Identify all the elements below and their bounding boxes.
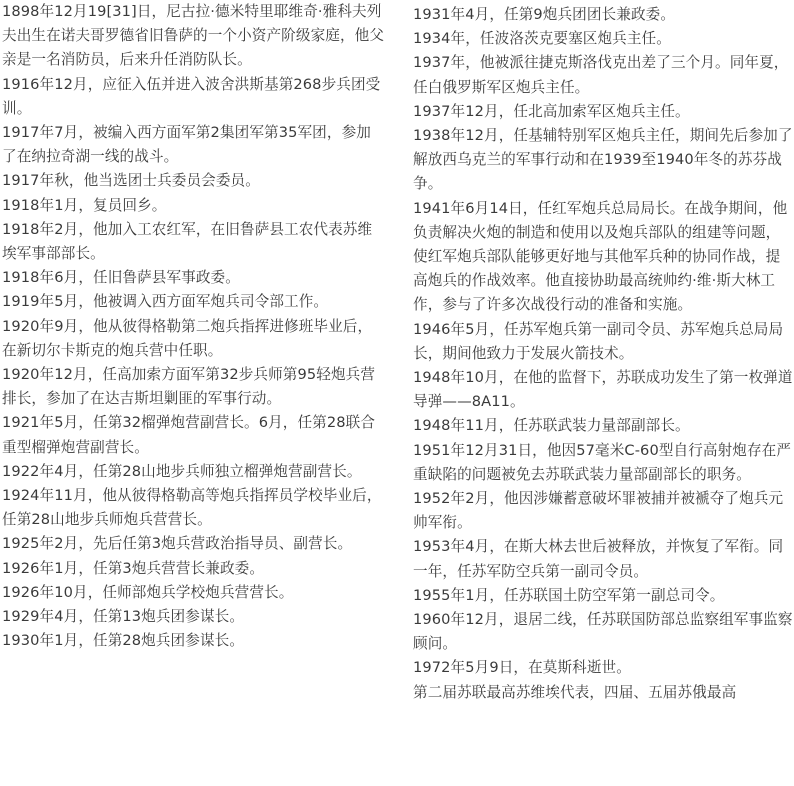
timeline-entry: 1930年1月，任第28炮兵团参谋长。 bbox=[2, 632, 245, 650]
timeline-entry: 1920年12月，任高加索方面军第32步兵师第95轻炮兵营排长，参加了在达吉斯坦剿匪的军事行动。 bbox=[2, 366, 376, 408]
left-column bbox=[2, 0, 385, 653]
timeline-entry: 1925年2月，先后任第3炮兵营政治指导员、副营长。 bbox=[2, 535, 353, 553]
timeline-entry: 1926年1月，任第3炮兵营营长兼政委。 bbox=[2, 559, 265, 577]
timeline-entry: 1898年12月19[31]日，尼古拉·德米特里耶维奇·雅科夫列夫出生在诺夫哥罗德省旧鲁萨的一个小资产阶级家庭，他父亲是一名消防员，后来升任消防队长。 bbox=[2, 3, 385, 69]
timeline-entry: 1919年5月，他被调入西方面军炮兵司令部工作。 bbox=[2, 293, 329, 311]
timeline-entry: 1951年12月31日，他因57毫米C-60型自行高射炮存在严重缺陷的问题被免去苏联武装力量部副部长的职务。 bbox=[413, 441, 792, 483]
timeline-entry: 1948年11月，任苏联武装力量部副部长。 bbox=[413, 417, 690, 435]
timeline-entry: 1960年12月，退居二线，任苏联国防部总监察组军事监察顾问。 bbox=[413, 611, 793, 653]
timeline-entry: 1922年4月，任第28山地步兵师独立榴弹炮营副营长。 bbox=[2, 462, 362, 480]
timeline-entry: 1948年10月，在他的监督下，苏联成功发生了第一枚弹道导弹——8A11。 bbox=[413, 369, 793, 411]
timeline-entry: 1921年5月，任第32榴弹炮营副营长。6月，任第28联合重型榴弹炮营副营长。 bbox=[2, 414, 376, 456]
timeline-entry: 1937年12月，任北高加索军区炮兵主任。 bbox=[413, 102, 690, 120]
timeline-entry: 1934年，任波洛茨克要塞区炮兵主任。 bbox=[413, 30, 671, 48]
timeline-entry: 1918年1月，复员回乡。 bbox=[2, 196, 167, 214]
timeline-entry: 1917年秋，他当选团士兵委员会委员。 bbox=[2, 172, 260, 190]
timeline-entry: 1924年11月，他从彼得格勒高等炮兵指挥员学校毕业后，任第28山地步兵师炮兵营营长。 bbox=[2, 487, 382, 529]
timeline-entry: 1931年4月，任第9炮兵团团长兼政委。 bbox=[413, 6, 676, 23]
timeline-entry: 1938年12月，任基辅特别军区炮兵主任，期间先后参加了解放西乌克兰的军事行动和在1939至1940年冬的苏芬战争。 bbox=[413, 127, 793, 193]
timeline-entry: 1953年4月，在斯大林去世后被释放，并恢复了军衔。同一年，任苏军防空兵第一副司令员。 bbox=[413, 538, 784, 580]
timeline-entry: 1920年9月，他从彼得格勒第二炮兵指挥进修班毕业后，在新切尔卡斯克的炮兵营中任职。 bbox=[2, 317, 373, 359]
timeline-entry: 1917年7月，被编入西方面军第2集团军第35军团，参加了在纳拉奇湖一线的战斗。 bbox=[2, 124, 371, 166]
right-column bbox=[413, 3, 793, 705]
timeline-entry: 1952年2月，他因涉嫌蓄意破坏罪被捕并被褫夺了炮兵元帅军衔。 bbox=[413, 490, 784, 532]
timeline-entry: 1918年2月，他加入工农红军，在旧鲁萨县工农代表苏维埃军事部部长。 bbox=[2, 220, 373, 263]
timeline-entry: 1955年1月，任苏联国土防空军第一副总司令。 bbox=[413, 586, 725, 604]
timeline-entry: 1929年4月，任第13炮兵团参谋长。 bbox=[2, 608, 245, 626]
timeline-entry: 1941年6月14日，任红军炮兵总局局长。在战争期间，他负责解决火炮的制造和使用以及炮兵部队的组建等问题，使红军炮兵部队能够更好地与其他军兵种的协同作战，提高炮兵的作战效率。他直接协助最高统帅约·维·斯大林工作，参与了许多次战役行动的准备和实施。 bbox=[413, 199, 788, 314]
timeline-entry: 1926年10月，任师部炮兵学校炮兵营营长。 bbox=[2, 583, 294, 601]
timeline-entry: 1918年6月，任旧鲁萨县军事政委。 bbox=[2, 269, 240, 287]
timeline-entry: 1916年12月，应征入伍并进入波舍洪斯基第268步兵团受训。 bbox=[2, 75, 381, 117]
timeline-entry: 1937年，他被派往捷克斯洛伐克出差了三个月。同年夏，任白俄罗斯军区炮兵主任。 bbox=[413, 54, 789, 96]
timeline-entry: 1972年5月9日，在莫斯科逝世。 bbox=[413, 659, 631, 677]
timeline-entry: 第二届苏联最高苏维埃代表，四届、五届苏俄最高 bbox=[413, 683, 737, 701]
timeline-entry: 1946年5月，任苏军炮兵第一副司令员、苏军炮兵总局局长，期间他致力于发展火箭技术。 bbox=[413, 320, 784, 362]
